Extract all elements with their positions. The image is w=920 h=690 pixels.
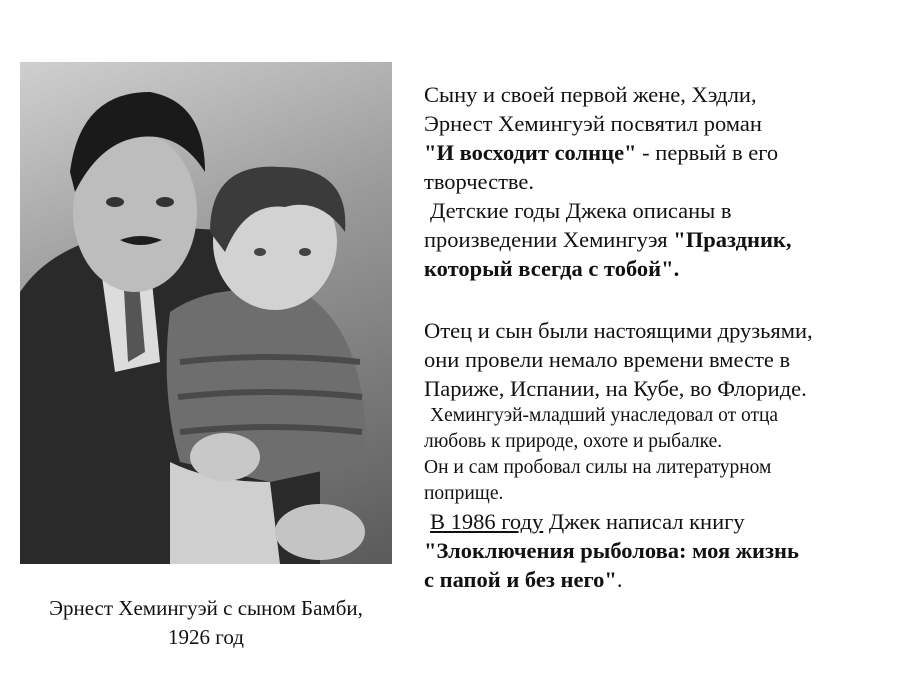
p5-period: . <box>616 567 623 592</box>
photo-illustration <box>20 62 392 564</box>
p5-line-1 <box>424 507 904 536</box>
p5-line-1-rest: Джек написал книгу <box>543 509 745 534</box>
p4-line-1: Хемингуэй-младший унаследовал от отца <box>430 405 779 426</box>
year-1986: В 1986 году <box>430 509 544 534</box>
caption-line-1: Эрнест Хемингуэй с сыном Бамби, <box>49 596 363 620</box>
p2-line-3 <box>424 254 904 283</box>
p4-line-3: Он и сам пробовал силы на литературном <box>424 457 772 478</box>
p1-line-2: Эрнест Хемингуэй посвятил роман <box>424 111 762 136</box>
caption-line-2: 1926 год <box>168 625 244 649</box>
p1-line-3 <box>424 138 904 167</box>
body-text <box>424 80 904 594</box>
p1-line-4: творчестве. <box>424 169 535 194</box>
p3-line-2: они провели немало времени вместе в <box>424 347 791 372</box>
p5-line-2 <box>424 536 904 565</box>
p2-line-2 <box>424 225 904 254</box>
p3-line-1: Отец и сын были настоящими друзьями, <box>424 318 813 343</box>
book-title-feast-2: который всегда с тобой". <box>424 256 680 281</box>
book-title-sun: "И восходит солнце" <box>424 140 637 165</box>
p2-line-1: Детские годы Джека описаны в <box>430 198 732 223</box>
hemingway-photo <box>20 62 392 564</box>
book-title-feast-1: "Праздник, <box>673 227 792 252</box>
book-title-fisherman-1: "Злоключения рыболова: моя жизнь <box>424 538 799 563</box>
p4-line-2: любовь к природе, охоте и рыбалке. <box>424 431 723 452</box>
p3-line-3: Париже, Испании, на Кубе, во Флориде. <box>424 376 807 401</box>
photo-caption <box>16 594 396 652</box>
p5-line-3 <box>424 565 904 594</box>
p2-line-2-a: произведении Хемингуэя <box>424 227 674 252</box>
p1-line-1: Сыну и своей первой жене, Хэдли, <box>424 82 757 107</box>
p1-line-3-rest: - первый в его <box>636 140 779 165</box>
p4-line-4: поприще. <box>424 483 504 504</box>
book-title-fisherman-2: с папой и без него" <box>424 567 617 592</box>
